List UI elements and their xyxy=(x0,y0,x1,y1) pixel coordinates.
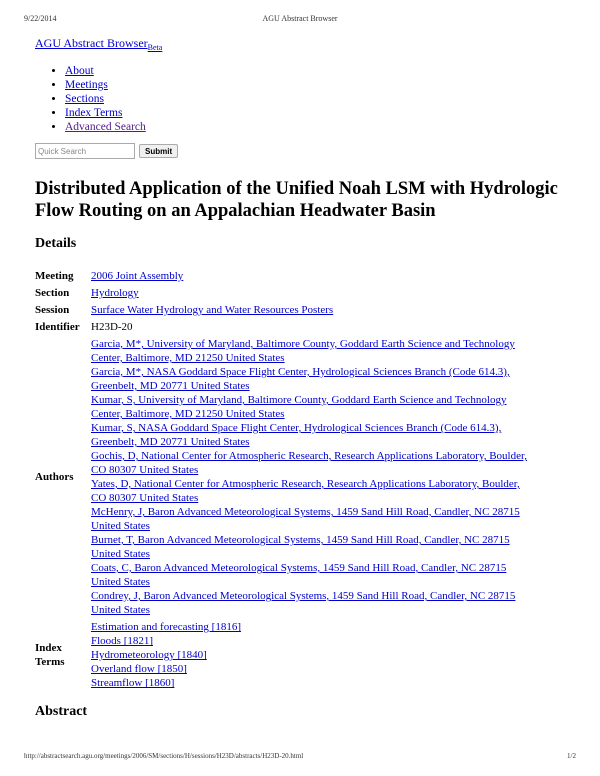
nav-item-meetings xyxy=(65,78,565,92)
page-title: Distributed Application of the Unified Noah LSM with Hydrologic Flow Routing on an Appalachian Headwater Basin xyxy=(35,179,558,221)
nav-link-meetings[interactable]: Meetings xyxy=(65,79,108,91)
brand xyxy=(35,36,565,52)
abstract-heading: Abstract xyxy=(35,704,88,719)
nav-link-sections[interactable]: Sections xyxy=(65,93,104,105)
index-terms-label: Index Terms xyxy=(35,642,65,668)
details-row-session xyxy=(35,302,531,319)
session-label: Session xyxy=(35,304,70,316)
author-link[interactable]: Kumar, S, University of Maryland, Baltimore County, Goddard Earth Science and Technology Center, Baltimore, MD 21250 United States xyxy=(91,394,507,420)
author-link[interactable]: Burnet, T, Baron Advanced Meteorological Systems, 1459 Sand Hill Road, Candler, NC 28715 United States xyxy=(91,534,510,560)
details-row-authors xyxy=(35,336,531,619)
nav-link-about[interactable]: About xyxy=(65,65,94,77)
details-row-identifier xyxy=(35,319,531,336)
details-row-index-terms xyxy=(35,619,531,692)
author-link[interactable]: Coats, C, Baron Advanced Meteorological Systems, 1459 Sand Hill Road, Candler, NC 28715 United States xyxy=(91,562,507,588)
author-link[interactable]: Condrey, J, Baron Advanced Meteorological Systems, 1459 Sand Hill Road, Candler, NC 28715 United States xyxy=(91,590,516,616)
nav-link-advanced-search[interactable]: Advanced Search xyxy=(65,121,146,133)
author-link[interactable]: Gochis, D, National Center for Atmospheric Research, Research Applications Laboratory, Boulder, CO 80307 United States xyxy=(91,450,527,476)
index-term-link[interactable]: Streamflow [1860] xyxy=(91,677,175,689)
main-nav xyxy=(35,64,565,134)
meeting-label: Meeting xyxy=(35,270,74,282)
print-url: http://abstractsearch.agu.org/meetings/2006/SM/sections/H/sessions/H23D/abstracts/H23D-20.html xyxy=(24,752,304,760)
brand-link[interactable]: AGU Abstract Browser xyxy=(35,36,148,50)
index-term-link[interactable]: Overland flow [1850] xyxy=(91,663,187,675)
author-link[interactable]: McHenry, J, Baron Advanced Meteorological Systems, 1459 Sand Hill Road, Candler, NC 28715 United States xyxy=(91,506,520,532)
quick-search-form xyxy=(35,142,565,158)
details-row-section xyxy=(35,285,531,302)
author-link[interactable]: Garcia, M*, University of Maryland, Baltimore County, Goddard Earth Science and Technology Center, Baltimore, MD 21250 United States xyxy=(91,338,515,364)
author-link[interactable]: Yates, D, National Center for Atmospheric Research, Research Applications Laboratory, Boulder, CO 80307 United States xyxy=(91,478,520,504)
search-input[interactable] xyxy=(35,143,135,159)
index-term-link[interactable]: Floods [1821] xyxy=(91,635,154,647)
index-term-link[interactable]: Hydrometeorology [1840] xyxy=(91,649,207,661)
authors-label: Authors xyxy=(35,471,74,483)
page-content xyxy=(35,36,565,720)
author-link[interactable]: Garcia, M*, NASA Goddard Space Flight Center, Hydrological Sciences Branch (Code 614.3), Greenbelt, MD 20771 United States xyxy=(91,366,510,392)
print-title: AGU Abstract Browser xyxy=(262,14,338,23)
details-table xyxy=(35,268,531,692)
section-link[interactable]: Hydrology xyxy=(91,287,139,299)
print-page-number: 1/2 xyxy=(567,752,576,760)
nav-link-index-terms[interactable]: Index Terms xyxy=(65,107,123,119)
beta-badge[interactable]: Beta xyxy=(147,43,163,52)
nav-item-index-terms xyxy=(65,106,565,120)
identifier-label: Identifier xyxy=(35,321,80,333)
session-link[interactable]: Surface Water Hydrology and Water Resources Posters xyxy=(91,304,334,316)
details-heading: Details xyxy=(35,236,77,251)
nav-item-about xyxy=(65,64,565,78)
print-header xyxy=(24,14,576,26)
index-terms-list xyxy=(91,619,531,692)
nav-item-advanced-search xyxy=(65,120,565,134)
details-row-meeting xyxy=(35,268,531,285)
author-link[interactable]: Kumar, S, NASA Goddard Space Flight Center, Hydrological Sciences Branch (Code 614.3), Greenbelt, MD 20771 United States xyxy=(91,422,502,448)
print-date: 9/22/2014 xyxy=(24,14,57,23)
print-footer xyxy=(24,752,576,764)
index-term-link[interactable]: Estimation and forecasting [1816] xyxy=(91,621,241,633)
section-label: Section xyxy=(35,287,70,299)
identifier-value: H23D-20 xyxy=(91,321,133,333)
authors-list xyxy=(91,336,531,619)
nav-item-sections xyxy=(65,92,565,106)
meeting-link[interactable]: 2006 Joint Assembly xyxy=(91,270,184,282)
submit-button[interactable]: Submit xyxy=(139,144,178,158)
